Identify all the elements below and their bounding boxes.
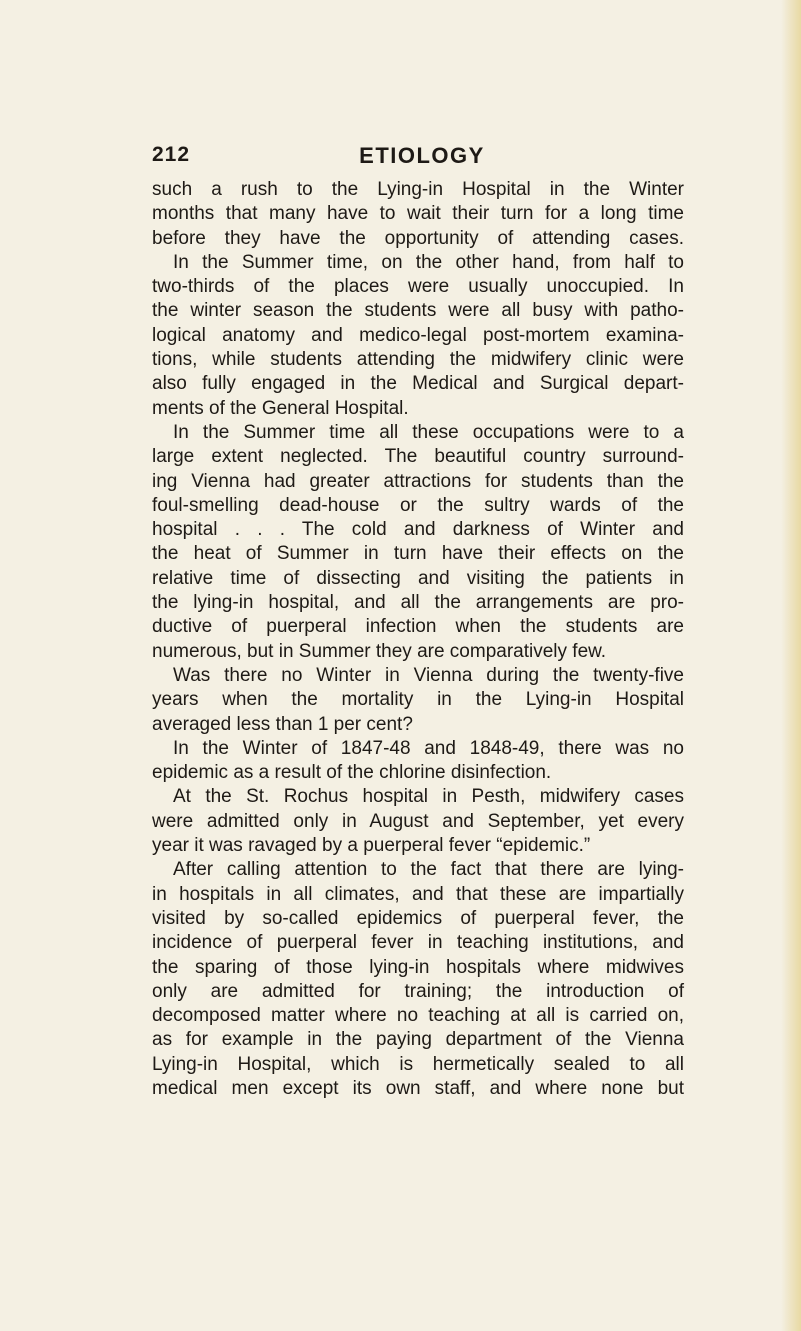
text-line: also fully engaged in the Medical and Surgical depart- (152, 373, 684, 395)
text-line: Was there no Winter in Vienna during the twenty-five (173, 664, 684, 686)
text-line: medical men except its own staff, and where none but (152, 1077, 684, 1099)
text-line: epidemic as a result of the chlorine disinfection. (152, 762, 552, 784)
text-line: ing Vienna had greater attractions for students than the (152, 470, 684, 492)
text-line: logical anatomy and medico-legal post-mortem examina- (152, 324, 684, 346)
text-line: the sparing of those lying-in hospitals where midwives (152, 956, 684, 978)
text-line: years when the mortality in the Lying-in Hospital (152, 689, 684, 711)
text-line: numerous, but in Summer they are comparatively few. (152, 640, 607, 662)
text-line: In the Winter of 1847-48 and 1848-49, there was no (173, 737, 684, 759)
text-line: only are admitted for training; the introduction of (152, 980, 684, 1002)
text-line: in hospitals in all climates, and that these are impartially (152, 883, 684, 905)
text-line: visited by so-called epidemics of puerperal fever, the (152, 907, 684, 929)
text-line: incidence of puerperal fever in teaching institutions, and (152, 932, 684, 954)
text-line: months that many have to wait their turn for a long time (152, 203, 684, 225)
text-line: At the St. Rochus hospital in Pesth, midwifery cases (173, 786, 684, 808)
text-line: before they have the opportunity of attending cases. (152, 227, 684, 249)
text-line: such a rush to the Lying-in Hospital in the Winter (152, 179, 684, 200)
text-line: were admitted only in August and September, yet every (152, 810, 684, 832)
text-line: In the Summer time, on the other hand, from half to (173, 251, 684, 273)
text-line: Lying-in Hospital, which is hermetically sealed to all (152, 1053, 684, 1075)
text-line: the lying-in hospital, and all the arrangements are pro- (152, 592, 684, 614)
text-line: year it was ravaged by a puerperal fever “epidemic.” (152, 835, 591, 857)
page-number: 212 (152, 143, 191, 166)
text-line: foul-smelling dead-house or the sultry wards of the (152, 494, 684, 516)
text-line: relative time of dissecting and visiting the patients in (152, 567, 684, 589)
running-head: ETIOLOGY (359, 143, 485, 168)
text-line: the heat of Summer in turn have their effects on the (152, 543, 684, 565)
body-text (152, 178, 684, 1101)
text-line: the winter season the students were all busy with patho- (152, 300, 684, 322)
text-line: as for example in the paying department of the Vienna (152, 1029, 684, 1051)
text-line: averaged less than 1 per cent? (152, 713, 413, 735)
text-line: two-thirds of the places were usually unoccupied. In (152, 276, 684, 298)
text-line: tions, while students attending the midwifery clinic were (152, 349, 684, 371)
text-line: large extent neglected. The beautiful country surround- (152, 446, 684, 468)
text-line: ments of the General Hospital. (152, 397, 409, 419)
text-line: After calling attention to the fact that there are lying- (173, 859, 684, 881)
text-line: In the Summer time all these occupations were to a (173, 421, 684, 443)
text-line: hospital . . . The cold and darkness of Winter and (152, 519, 684, 541)
text-line: ductive of puerperal infection when the students are (152, 616, 684, 638)
page-edge (781, 0, 801, 1331)
page-header (152, 143, 692, 173)
text-line: decomposed matter where no teaching at all is carried on, (152, 1005, 684, 1027)
